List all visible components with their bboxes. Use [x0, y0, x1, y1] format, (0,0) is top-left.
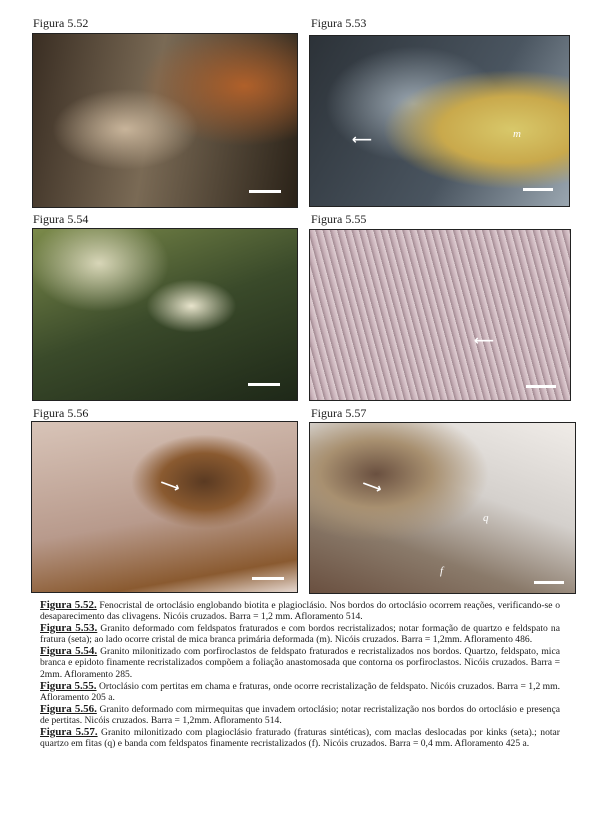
caption-ref: Figura 5.55.	[40, 679, 97, 692]
micrograph-5-56	[31, 421, 298, 593]
caption-5-54	[40, 646, 560, 679]
caption-ref: Figura 5.54.	[40, 645, 98, 658]
scale-bar	[248, 383, 280, 386]
figure-label-5-57: Figura 5.57	[311, 406, 367, 420]
caption-5-56	[40, 704, 560, 726]
arrow-icon: ⟵	[359, 475, 385, 497]
caption-text: Granito milonitizado com plagioclásio fraturado (fraturas sintéticas), com maclas deslocadas por kinks (seta).; notar quartzo em fitas (q) e banda com feldspatos finamente recristalizados (f). Nicóis cruzados. Barra = 0,4 mm. Afloramento 425 a.	[40, 727, 561, 750]
figure-label-5-56: Figura 5.56	[33, 406, 89, 420]
caption-text: Ortoclásio com pertitas em chama e fraturas, onde ocorre recristalização de feldspato. Nicóis cruzados. Barra = 1,2 mm. Afloramento 205 a.	[40, 680, 561, 703]
mineral-mark-m: m	[513, 128, 521, 140]
caption-text: Fenocristal de ortoclásio englobando biotita e plagioclásio. Nos bordos do ortoclásio ocorrem reações, verificando-se o desaparecimento das clivagens. Nicóis cruzados. Barra = 1,2 mm. Afloramento 514.	[40, 600, 560, 623]
caption-5-52	[40, 600, 560, 622]
caption-5-53	[40, 623, 560, 645]
arrow-icon: ⟵	[352, 132, 373, 148]
micrograph-5-57	[309, 422, 576, 594]
figure-label-5-52: Figura 5.52	[33, 16, 89, 30]
mineral-mark-q: q	[483, 512, 489, 524]
caption-text: Granito milonitizado com porfiroclastos de feldspato fraturados e recristalizados nos bordos. Quartzo, feldspato, mica branca e epidoto finamente recristalizados compõem a foliação anastomosada que contorna os porfiroclastos. Nicóis cruzados. Barra = 2mm. Afloramento 285.	[40, 646, 560, 680]
mineral-mark-f: f	[440, 565, 444, 577]
scale-bar	[252, 577, 284, 580]
arrow-icon: ⟵	[474, 333, 495, 349]
arrow-icon: ⟵	[157, 474, 183, 496]
micrograph-5-55	[309, 229, 571, 401]
caption-text: Granito deformado com feldspatos fraturados e com bordos recristalizados; notar formação de quartzo e feldspato na fratura (seta); ao lado ocorre cristal de mica branca primária deformada (m). Nicóis cruzados. Barra = 1,2mm. Afloramento 486.	[40, 623, 560, 646]
figure-label-5-54: Figura 5.54	[33, 212, 89, 226]
scale-bar	[526, 385, 556, 388]
scale-bar	[523, 188, 553, 191]
figure-captions	[40, 600, 560, 750]
micrograph-5-52	[32, 33, 298, 208]
micrograph-5-53	[309, 35, 570, 207]
caption-text: Granito deformado com mirmequitas que invadem ortoclásio; notar recristalização nos bordos do ortoclásio e presença de pertitas. Nicóis cruzados. Barra = 1,2mm. Afloramento 514.	[40, 703, 560, 726]
caption-5-55	[40, 681, 560, 703]
figure-label-5-55: Figura 5.55	[311, 212, 367, 226]
caption-ref: Figura 5.52.	[40, 599, 97, 611]
scale-bar	[249, 190, 281, 193]
caption-ref: Figura 5.57.	[40, 726, 98, 739]
micrograph-5-54	[32, 228, 298, 401]
caption-5-57	[40, 727, 560, 749]
figure-label-5-53: Figura 5.53	[311, 16, 367, 30]
caption-ref: Figura 5.53.	[40, 622, 98, 635]
caption-ref: Figura 5.56.	[40, 702, 97, 715]
scale-bar	[534, 581, 564, 584]
